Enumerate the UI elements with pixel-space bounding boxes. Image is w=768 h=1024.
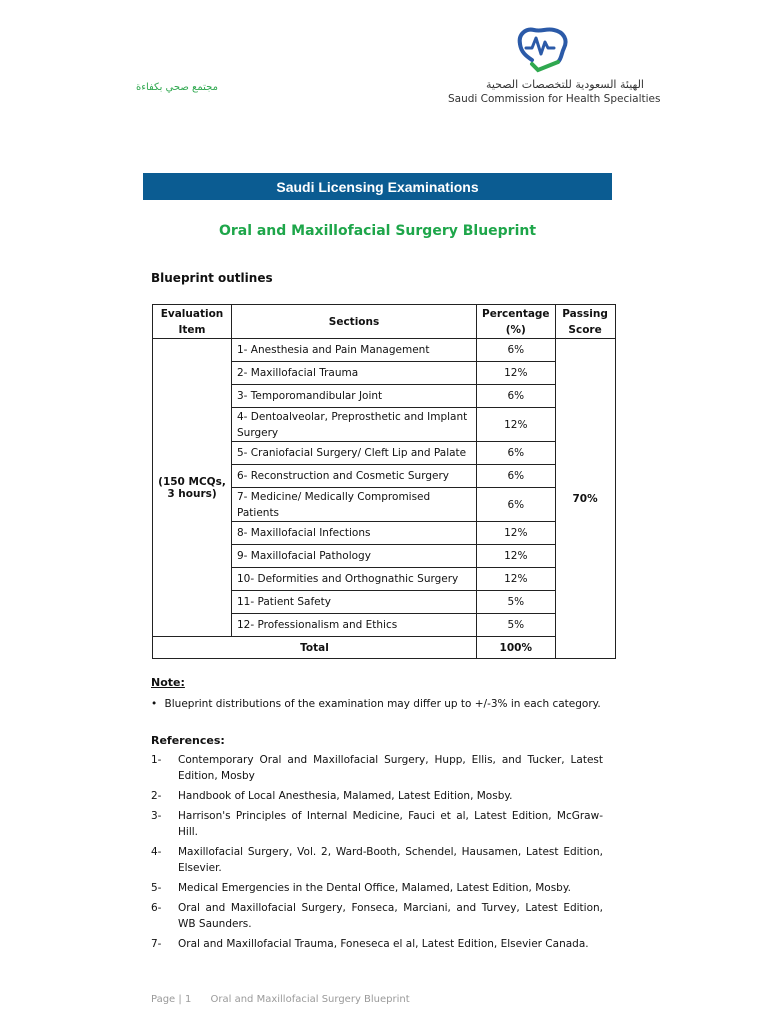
section-cell: 6- Reconstruction and Cosmetic Surgery [232,465,477,488]
reference-number: 5- [151,882,162,894]
footer-doc-title: Oral and Maxillofacial Surgery Blueprint [210,994,410,1005]
reference-text: Maxillofacial Surgery, Vol. 2, Ward-Booth, Schendel, Hausamen, Latest Edition, Elsevier. [178,846,603,874]
page-number: 1 [184,994,192,1005]
section-cell: 5- Craniofacial Surgery/ Cleft Lip and Palate [232,442,477,465]
reference-item [151,936,603,952]
reference-item [151,808,603,840]
percentage-cell: 6% [477,339,556,362]
section-cell: 1- Anesthesia and Pain Management [232,339,477,362]
reference-number: 3- [151,810,162,822]
section-cell: 2- Maxillofacial Trauma [232,362,477,385]
reference-text: Harrison's Principles of Internal Medicine, Fauci et al, Latest Edition, McGraw-Hill. [178,810,603,838]
percentage-cell: 12% [477,362,556,385]
note-text: Blueprint distributions of the examination may differ up to +/-3% in each category. [164,698,601,710]
header-percentage: Percentage (%) [477,305,556,339]
header-passing-score: Passing Score [555,305,615,339]
header-evaluation-item: Evaluation Item [153,305,232,339]
percentage-cell: 6% [477,465,556,488]
table-header-row [153,305,616,339]
percentage-cell: 12% [477,408,556,442]
reference-number: 4- [151,846,162,858]
reference-item [151,900,603,932]
outline-heading: Blueprint outlines [151,271,273,285]
evaluation-item-cell: (150 MCQs, 3 hours) [153,339,232,637]
percentage-cell: 6% [477,442,556,465]
reference-text: Oral and Maxillofacial Trauma, Foneseca el al, Latest Edition, Elsevier Canada. [178,938,589,950]
percentage-cell: 12% [477,568,556,591]
total-label: Total [153,637,477,659]
reference-text: Contemporary Oral and Maxillofacial Surgery, Hupp, Ellis, and Tucker, Latest Edition, Mosby [178,754,603,782]
banner-label: Saudi Licensing Examinations [276,178,479,195]
references-heading: References: [151,734,225,747]
percentage-cell: 6% [477,488,556,522]
reference-text: Oral and Maxillofacial Surgery, Fonseca, Marciani, and Turvey, Latest Edition, WB Saunders. [178,902,603,930]
org-name-arabic: الهيئة السعودية للتخصصات الصحية [485,78,644,91]
section-cell: 7- Medicine/ Medically Compromised Patients [232,488,477,522]
section-cell: 9- Maxillofacial Pathology [232,545,477,568]
reference-number: 2- [151,790,162,802]
reference-number: 7- [151,938,162,950]
percentage-cell: 12% [477,545,556,568]
reference-text: Handbook of Local Anesthesia, Malamed, Latest Edition, Mosby. [178,790,513,802]
section-cell: 4- Dentoalveolar, Preprosthetic and Implant Surgery [232,408,477,442]
reference-text: Medical Emergencies in the Dental Office, Malamed, Latest Edition, Mosby. [178,882,571,894]
page-label: Page | [151,994,182,1005]
percentage-cell: 6% [477,385,556,408]
note-item [151,698,601,710]
note-heading: Note: [151,676,185,689]
percentage-cell: 12% [477,522,556,545]
section-cell: 12- Professionalism and Ethics [232,614,477,637]
reference-item [151,752,603,784]
reference-item [151,844,603,876]
reference-item [151,788,603,804]
blueprint-table [152,304,616,659]
page-footer [151,994,410,1005]
reference-item [151,880,603,896]
table-row [153,339,616,362]
passing-score-cell: 70% [555,339,615,659]
section-cell: 11- Patient Safety [232,591,477,614]
org-name-english: Saudi Commission for Health Specialties [448,93,661,105]
reference-number: 1- [151,754,162,766]
percentage-cell: 5% [477,614,556,637]
tagline: مجتمع صحي بكفاءة [136,82,218,93]
table-total-row [153,637,616,659]
exam-banner [143,173,612,200]
percentage-cell: 5% [477,591,556,614]
scfhs-logo-icon [512,24,576,76]
references-list [151,752,603,956]
page-title: Oral and Maxillofacial Surgery Blueprint [218,223,537,239]
section-cell: 8- Maxillofacial Infections [232,522,477,545]
section-cell: 3- Temporomandibular Joint [232,385,477,408]
header-sections: Sections [232,305,477,339]
bullet-icon: • [151,698,158,710]
section-cell: 10- Deformities and Orthognathic Surgery [232,568,477,591]
reference-number: 6- [151,902,162,914]
total-value: 100% [477,637,556,659]
